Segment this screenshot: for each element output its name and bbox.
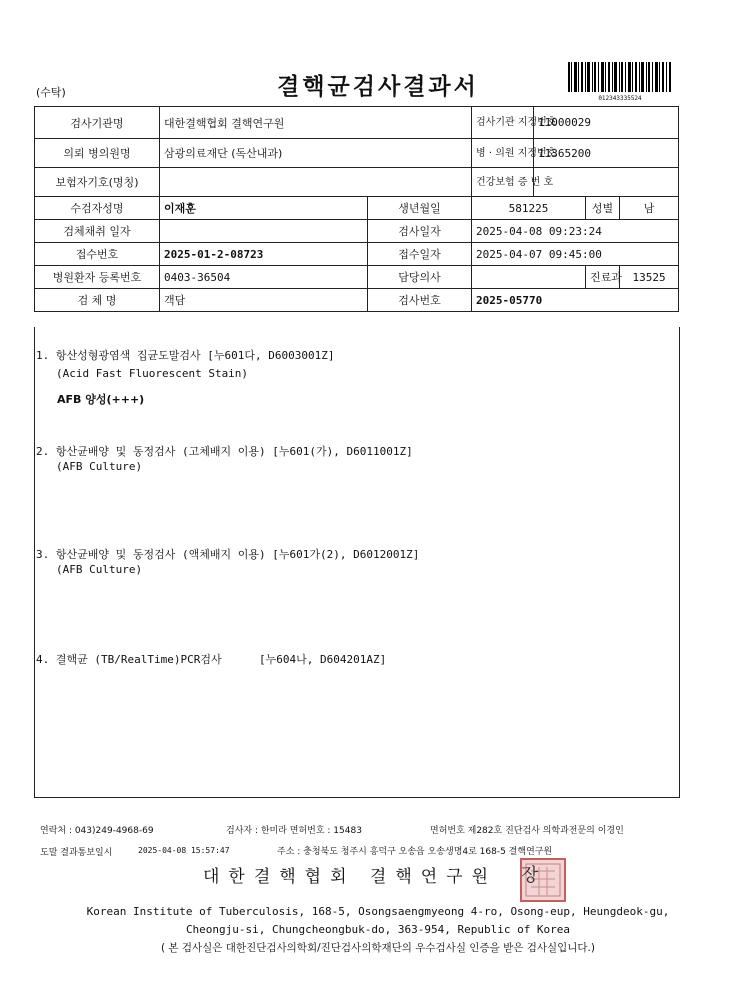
test-number-label: 검사번호 xyxy=(368,289,472,312)
receipt-date-value: 2025-04-07 09:45:00 xyxy=(472,243,679,266)
official-seal xyxy=(519,857,567,903)
agency-label: 검사기관명 xyxy=(35,107,160,139)
barcode-icon xyxy=(568,62,672,96)
examiner-info: 검사자 : 한미라 면허번호 : 15483 xyxy=(226,826,362,836)
sex-value: 남 xyxy=(620,197,679,220)
result-item-subtitle: (AFB Culture) xyxy=(56,563,143,576)
health-insurance-value xyxy=(534,168,679,197)
address-english-line1: Korean Institute of Tuberculosis, 168-5, Osongsaengmyeong 4-ro, Osong-eup, Heungdeok-gu, xyxy=(86,905,670,918)
physician-license: 면허번호 제282호 진단검사 의학과전문의 이경인 xyxy=(430,826,624,836)
agency-code-value: 11000029 xyxy=(534,107,679,139)
dob-label: 생년월일 xyxy=(368,197,472,220)
result-item-subtitle: (AFB Culture) xyxy=(56,460,143,473)
result-item-code: [누604나, D604201AZ] xyxy=(259,653,387,666)
address-english-line2: Cheongju-si, Chungcheongbuk-do, 363-954, Republic of Korea xyxy=(185,923,571,936)
dob-value: 581225 xyxy=(472,197,586,220)
receipt-date-label: 접수일자 xyxy=(368,243,472,266)
seal-char: 장 xyxy=(521,865,539,886)
document-title: 결핵균검사결과서 xyxy=(277,74,479,100)
accession-label: 접수번호 xyxy=(35,243,160,266)
notification-time: 2025-04-08 15:57:47 xyxy=(138,846,230,855)
hospital-code-value: 11365200 xyxy=(534,139,679,168)
collection-date-value xyxy=(160,220,368,243)
specimen-value: 객담 xyxy=(160,289,368,312)
result-item-title: 2. 항산균배양 및 동정검사 (고체배지 이용) [누601(가), D6011001Z] xyxy=(36,445,413,458)
hospital-label: 의뢰 병의원명 xyxy=(35,139,160,168)
hospital-code-label: 병 · 의원 지정번호 xyxy=(472,139,534,168)
afb-result: AFB 양성(+++) xyxy=(57,393,145,406)
result-item-subtitle: (Acid Fast Fluorescent Stain) xyxy=(56,367,249,380)
hospital-value: 삼광의료재단 (독산내과) xyxy=(160,139,472,168)
result-item-title: 4. 결핵균 (TB/RealTime)PCR검사 xyxy=(36,653,222,666)
test-date-label: 검사일자 xyxy=(368,220,472,243)
accession-value: 2025-01-2-08723 xyxy=(160,243,368,266)
patient-info-table xyxy=(34,106,679,312)
department-label: 진료과 xyxy=(586,266,620,289)
sex-label: 성별 xyxy=(586,197,620,220)
patient-value: 이재훈 xyxy=(160,197,368,220)
contact-info: 연락처 : 043)249-4968-69 xyxy=(40,826,154,836)
registration-value: 0403-36504 xyxy=(160,266,368,289)
doctor-value xyxy=(472,266,586,289)
receipt-label: (수탁) xyxy=(36,86,66,99)
specimen-label: 검 체 명 xyxy=(35,289,160,312)
registration-label: 병원환자 등록번호 xyxy=(35,266,160,289)
organization-name: 대한결핵협회 결핵연구원 xyxy=(202,867,498,887)
test-date-value: 2025-04-08 09:23:24 xyxy=(472,220,679,243)
department-value: 13525 xyxy=(620,266,679,289)
patient-label: 수검자성명 xyxy=(35,197,160,220)
notification-label: 도말 결과통보일시 xyxy=(40,848,113,858)
insurer-value xyxy=(160,168,472,197)
result-item-title: 3. 항산균배양 및 동정검사 (액체배지 이용) [누601가(2), D6012001Z] xyxy=(36,548,420,561)
doctor-label: 담당의사 xyxy=(368,266,472,289)
result-item-title: 1. 항산성형광염색 집균도말검사 [누601다, D6003001Z] xyxy=(36,349,335,362)
test-number-value: 2025-05770 xyxy=(472,289,679,312)
agency-value: 대한결핵협회 결핵연구원 xyxy=(160,107,472,139)
health-insurance-label: 건강보험 증 번 호 xyxy=(472,168,534,197)
collection-date-label: 검체채취 일자 xyxy=(35,220,160,243)
agency-code-label: 검사기관 지정번호 xyxy=(472,107,534,139)
address-korean: 주소 : 충청북도 청주시 흥덕구 오송읍 오송생명4로 168-5 결핵연구원 xyxy=(277,847,553,857)
barcode-number: 012343335524 xyxy=(598,95,642,102)
insurer-label: 보험자기호(명칭) xyxy=(35,168,160,197)
certification-note: ( 본 검사실은 대한진단검사의학회/진단검사의학재단의 우수검사실 인증을 받은 검사실입니다.) xyxy=(160,942,595,954)
